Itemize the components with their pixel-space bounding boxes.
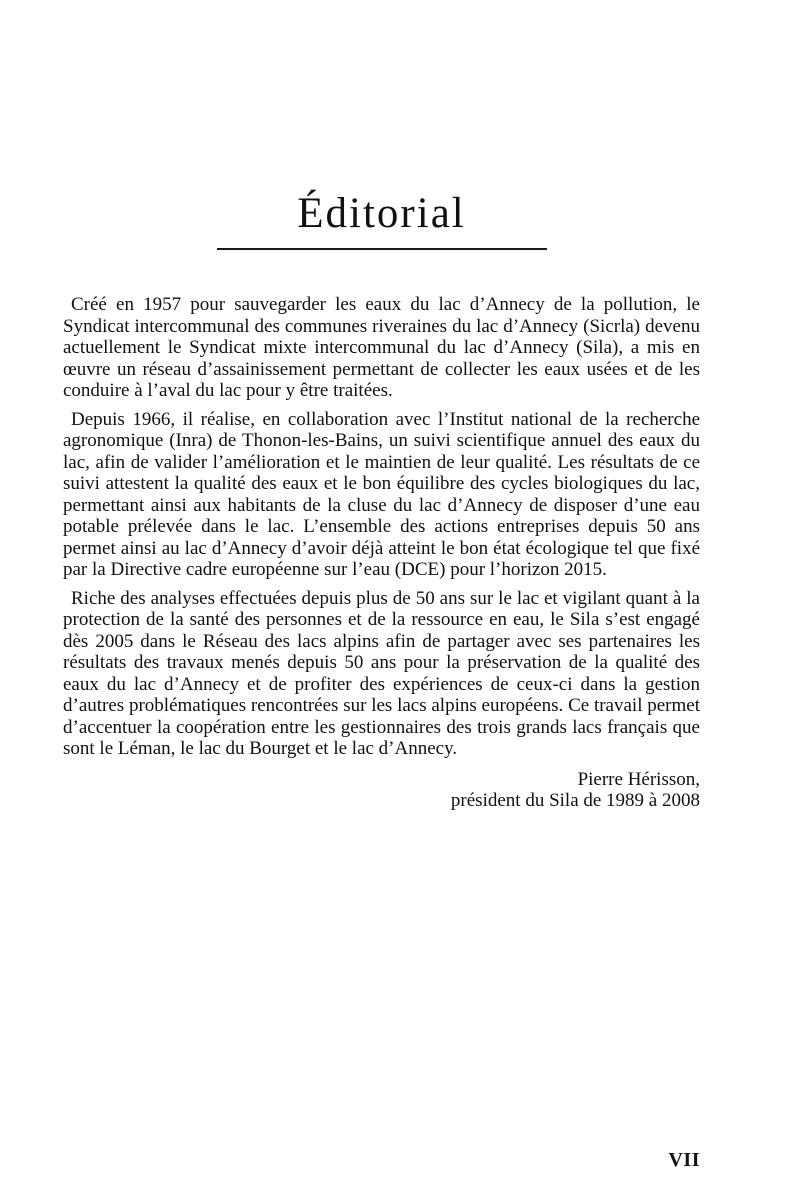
signature-role: président du Sila de 1989 à 2008 bbox=[450, 790, 700, 811]
signature-block bbox=[63, 769, 700, 812]
page-number: VII bbox=[668, 1149, 700, 1171]
editorial-paragraph-1: Créé en 1957 pour sauvegarder les eaux du lac d’Annecy de la pollution, le Syndicat intercommunal des communes riveraines du lac d’Annecy (Sicrla) devenu actuellement le Syndicat mixte intercommunal du lac d’Annecy (Sila), a mis en œuvre un réseau d’assainissement permettant de collecter les eaux usées et de les conduire à l’aval du lac pour y être traitées. bbox=[63, 294, 700, 401]
signature-name: Pierre Hérisson, bbox=[577, 768, 700, 790]
editorial-paragraph-2: Depuis 1966, il réalise, en collaboration avec l’Institut national de la recherche agronomique (Inra) de Thonon-les-Bains, un suivi scientifique annuel des eaux du lac, afin de valider l’amélioration et le maintien de leur qualité. Les résultats de ce suivi attestent la qualité des eaux et le bon équilibre des cycles biologiques du lac, permettant ainsi aux habitants de la cluse du lac d’Annecy de disposer d’une eau potable prélevée dans le lac. L’ensemble des actions entreprises depuis 50 ans permet ainsi au lac d’Annecy d’avoir déjà atteint le bon état écologique tel que fixé par la Directive cadre européenne sur l’eau (DCE) pour l’horizon 2015. bbox=[63, 408, 700, 580]
editorial-paragraph-3: Riche des analyses effectuées depuis plus de 50 ans sur le lac et vigilant quant à la protection de la santé des personnes et de la ressource en eau, le Sila s’est engagé dès 2005 dans le Réseau des lacs alpins afin de partager avec ses partenaires les résultats des travaux menés depuis 50 ans pour la préservation de la qualité des eaux du lac d’Annecy et de profiter des expériences de ceux-ci dans la gestion d’autres problématiques rencontrées sur les lacs alpins européens. Ce travail permet d’accentuer la coopération entre les gestionnaires des trois grands lacs français que sont le Léman, le lac du Bourget et le lac d’Annecy. bbox=[63, 587, 700, 759]
page-title: Éditorial bbox=[297, 190, 466, 237]
editorial-body bbox=[63, 294, 700, 760]
title-underline-rule bbox=[217, 248, 547, 250]
page-content bbox=[63, 0, 700, 812]
